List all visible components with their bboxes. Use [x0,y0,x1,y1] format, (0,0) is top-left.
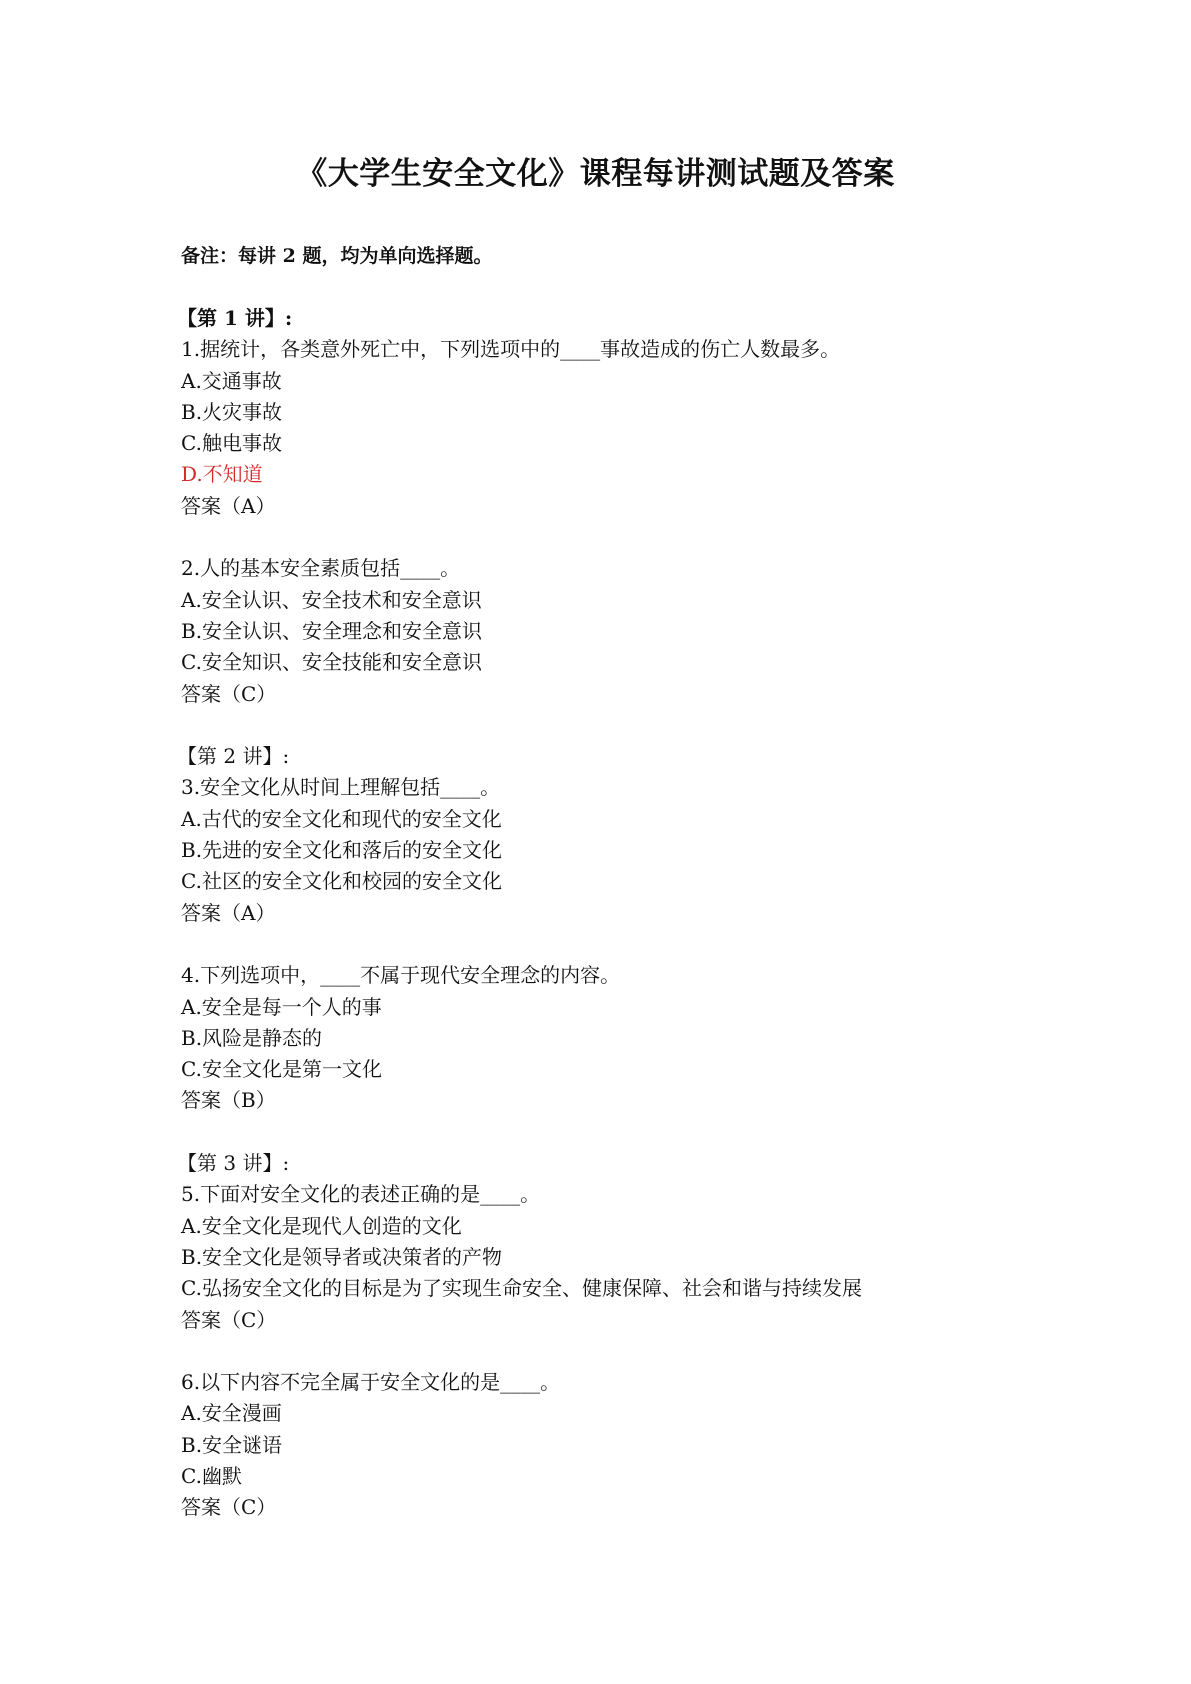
lecture-heading: 【第 3 讲】: [177,1151,290,1176]
question-option: C.触电事故 [181,431,282,456]
question-option: A.安全漫画 [181,1401,282,1426]
question-stem: 1.据统计，各类意外死亡中，下列选项中的____事故造成的伤亡人数最多。 [181,337,841,362]
question-option: A.安全是每一个人的事 [181,994,382,1019]
question-answer: 答案（C） [181,681,277,706]
question-option: C.弘扬安全文化的目标是为了实现生命安全、健康保障、社会和谐与持续发展 [181,1276,862,1301]
lecture-heading: 【第 2 讲】: [177,744,290,769]
question-stem: 3.安全文化从时间上理解包括____。 [181,775,501,800]
question-stem: 4.下列选项中，____不属于现代安全理念的内容。 [181,963,621,988]
question-stem: 6.以下内容不完全属于安全文化的是____。 [181,1370,561,1395]
quiz-content [177,303,1081,1524]
document-title: 《大学生安全文化》课程每讲测试题及答案 [296,156,895,192]
spacer [181,1117,1081,1148]
question-option: A.古代的安全文化和现代的安全文化 [181,806,502,831]
question-stem: 2.人的基本安全素质包括____。 [181,556,461,581]
question-option: C.社区的安全文化和校园的安全文化 [181,869,502,894]
question-option: C.安全文化是第一文化 [181,1057,382,1082]
question-option: B.先进的安全文化和落后的安全文化 [181,838,503,863]
question-option: B.风险是静态的 [181,1025,323,1050]
question-option: C.幽默 [181,1463,242,1488]
spacer [181,522,1081,553]
question-answer: 答案（C） [181,1307,277,1332]
spacer [181,929,1081,960]
question-option: A.安全文化是现代人创造的文化 [181,1213,462,1238]
question-option: A.交通事故 [181,368,282,393]
lecture-heading: 【第 1 讲】: [177,306,293,330]
document-note: 备注：每讲 2 题，均为单向选择题。 [181,245,493,267]
question-option: B.安全文化是领导者或决策者的产物 [181,1244,503,1269]
question-stem: 5.下面对安全文化的表述正确的是____。 [181,1182,541,1207]
spacer [181,710,1081,741]
question-option: B.安全认识、安全理念和安全意识 [181,618,483,643]
spacer [181,1336,1081,1367]
question-option: B.安全谜语 [181,1432,283,1457]
question-answer: 答案（C） [181,1495,277,1520]
question-option: B.火灾事故 [181,399,283,424]
question-option-highlighted: D.不知道 [181,462,263,487]
question-option: C.安全知识、安全技能和安全意识 [181,650,482,675]
question-option: A.安全认识、安全技术和安全意识 [181,587,482,612]
question-answer: 答案（B） [181,1088,276,1113]
question-answer: 答案（A） [181,900,276,925]
question-answer: 答案（A） [181,493,276,518]
